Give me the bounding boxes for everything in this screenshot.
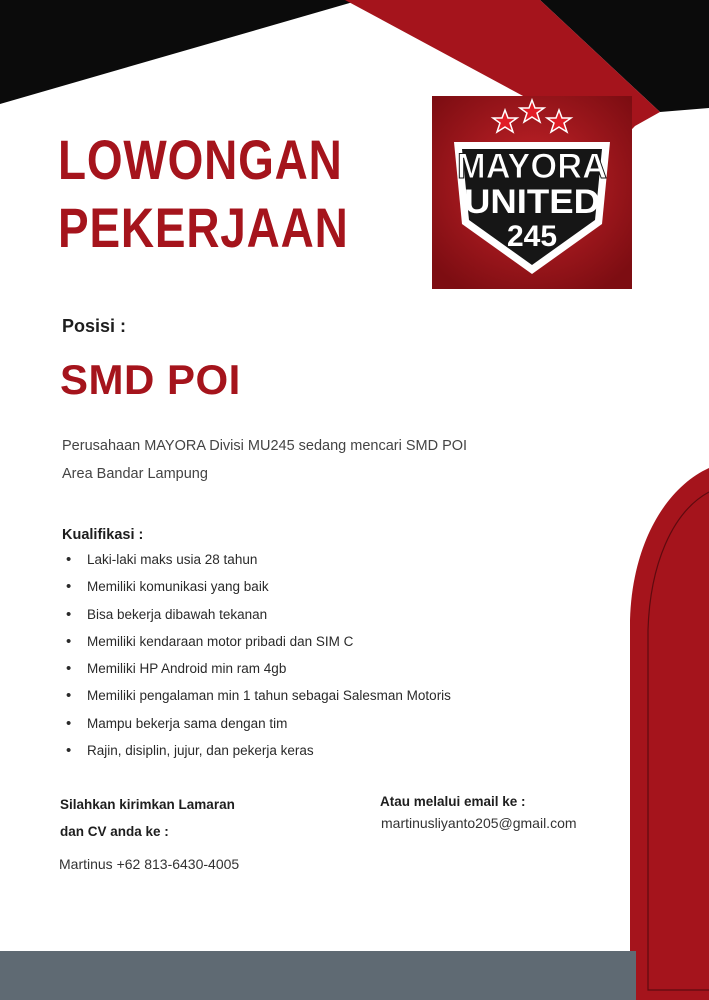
email-label: Atau melalui email ke :	[380, 794, 526, 809]
description-line-1: Perusahaan MAYORA Divisi MU245 sedang mencari SMD POI	[62, 438, 468, 454]
email-address: martinusliyanto205@gmail.com	[381, 815, 577, 831]
top-black-band	[0, 0, 360, 104]
description-line-2: Area Bandar Lampung	[62, 466, 208, 482]
apply-line-2: dan CV anda ke :	[60, 824, 169, 839]
qualification-item: • Rajin, disiplin, jujur, dan pekerja keras	[66, 737, 496, 764]
qualification-item: • Mampu bekerja sama dengan tim	[66, 710, 496, 737]
qualification-item: • Memiliki komunikasi yang baik	[66, 573, 496, 600]
qualification-item: • Laki-laki maks usia 28 tahun	[66, 546, 496, 573]
logo-text-line-1: MAYORA	[457, 147, 607, 186]
right-red-arch	[630, 468, 709, 1000]
qualifications-list	[66, 546, 496, 764]
logo-text-line-3: 245	[506, 220, 558, 253]
heading-line-2: PEKERJAAN	[58, 196, 349, 259]
heading-line-1: LOWONGAN	[58, 128, 343, 191]
job-description	[62, 432, 582, 488]
position-label: Posisi :	[62, 316, 127, 336]
qualifications-label: Kualifikasi :	[62, 527, 144, 543]
apply-line-1: Silahkan kirimkan Lamaran	[60, 797, 235, 812]
mayora-united-logo	[432, 96, 632, 289]
qualification-item: • Memiliki kendaraan motor pribadi dan SIM C	[66, 628, 496, 655]
apply-instructions	[60, 791, 290, 845]
qualification-item: • Bisa bekerja dibawah tekanan	[66, 601, 496, 628]
qualification-item: • Memiliki HP Android min ram 4gb	[66, 655, 496, 682]
contact-phone: Martinus +62 813-6430-4005	[59, 856, 240, 872]
qualification-item: • Memiliki pengalaman min 1 tahun sebagai Salesman Motoris	[66, 682, 496, 709]
footer-bar	[0, 951, 636, 1000]
logo-text-line-2: UNITED	[464, 183, 600, 221]
position-title: SMD POI	[60, 356, 241, 403]
